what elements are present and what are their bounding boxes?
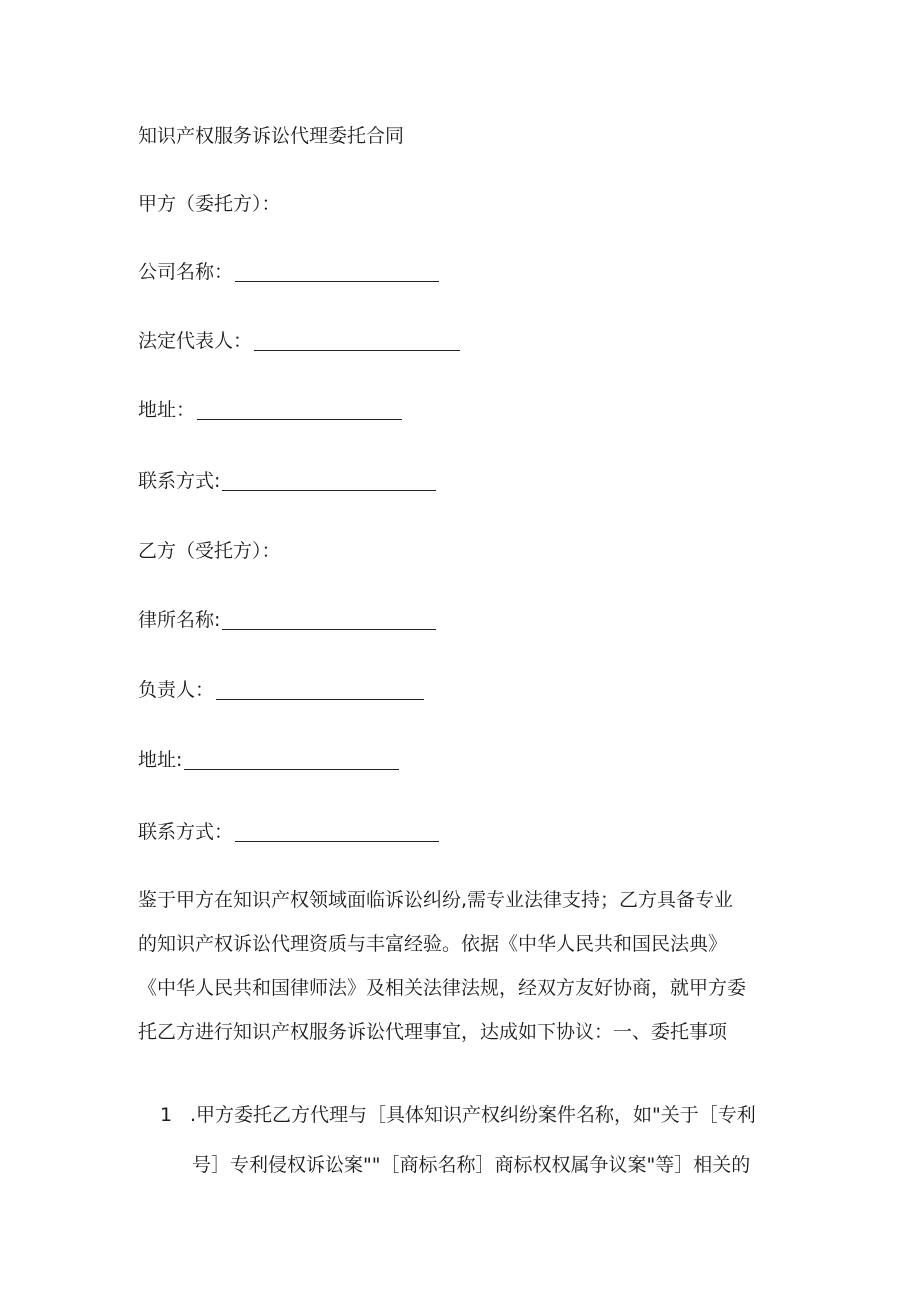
party-b-head-row: [138, 678, 424, 702]
party-a-contact-row: [138, 469, 436, 493]
party-b-head-label: 负责人：: [138, 679, 215, 701]
document-title: 知识产权服务诉讼代理委托合同: [138, 125, 405, 147]
party-b-head-blank[interactable]: [216, 681, 424, 700]
party-a-rep-blank[interactable]: [254, 332, 460, 351]
party-a-company-row: [138, 260, 439, 284]
preamble-line: 托乙方进行知识产权服务诉讼代理事宜，达成如下协议：一、委托事项: [138, 1021, 728, 1043]
clause-number: 1: [160, 1104, 173, 1126]
party-b-contact-row: [138, 820, 439, 844]
party-b-contact-label: 联系方式：: [138, 821, 234, 843]
party-b-firm-blank[interactable]: [222, 611, 436, 630]
party-b-firm-label: 律所名称:: [138, 609, 221, 631]
preamble-line: 的知识产权诉讼代理资质与丰富经验。依据《中华人民共和国民法典》: [138, 933, 728, 955]
party-a-address-row: [138, 398, 402, 422]
party-b-heading: 乙方（受托方）：: [138, 540, 281, 562]
party-a-address-label: 地址：: [138, 399, 196, 421]
party-b-firm-row: [138, 608, 436, 632]
preamble-line: 鉴于甲方在知识产权领域面临诉讼纠纷,需专业法律支持；乙方具备专业: [138, 889, 734, 911]
party-b-address-blank[interactable]: [184, 751, 399, 770]
party-b-address-row: [138, 748, 399, 772]
party-a-contact-label: 联系方式:: [138, 470, 221, 492]
party-a-rep-label: 法定代表人：: [138, 330, 253, 352]
party-b-address-label: 地址:: [138, 749, 183, 771]
party-a-contact-blank[interactable]: [222, 472, 436, 491]
party-a-company-blank[interactable]: [235, 263, 439, 282]
preamble-paragraph: [138, 878, 778, 1054]
clause-text: .甲方委托乙方代理与［具体知识产权纠纷案件名称，如"关于［专利: [190, 1104, 756, 1126]
party-a-address-blank[interactable]: [197, 401, 402, 420]
party-b-contact-blank[interactable]: [235, 823, 439, 842]
clause-item-1-line2: 号］专利侵权诉讼案""［商标名称］商标权权属争议案"等］相关的: [192, 1154, 751, 1176]
clause-item-1-line1: [160, 1090, 800, 1140]
clause-item-1: [160, 1090, 800, 1190]
party-a-rep-row: [138, 329, 460, 353]
preamble-line: 《中华人民共和国律师法》及相关法律法规，经双方友好协商，就甲方委: [138, 977, 747, 999]
party-a-company-label: 公司名称：: [138, 261, 234, 283]
party-a-heading: 甲方（委托方）：: [138, 193, 281, 215]
